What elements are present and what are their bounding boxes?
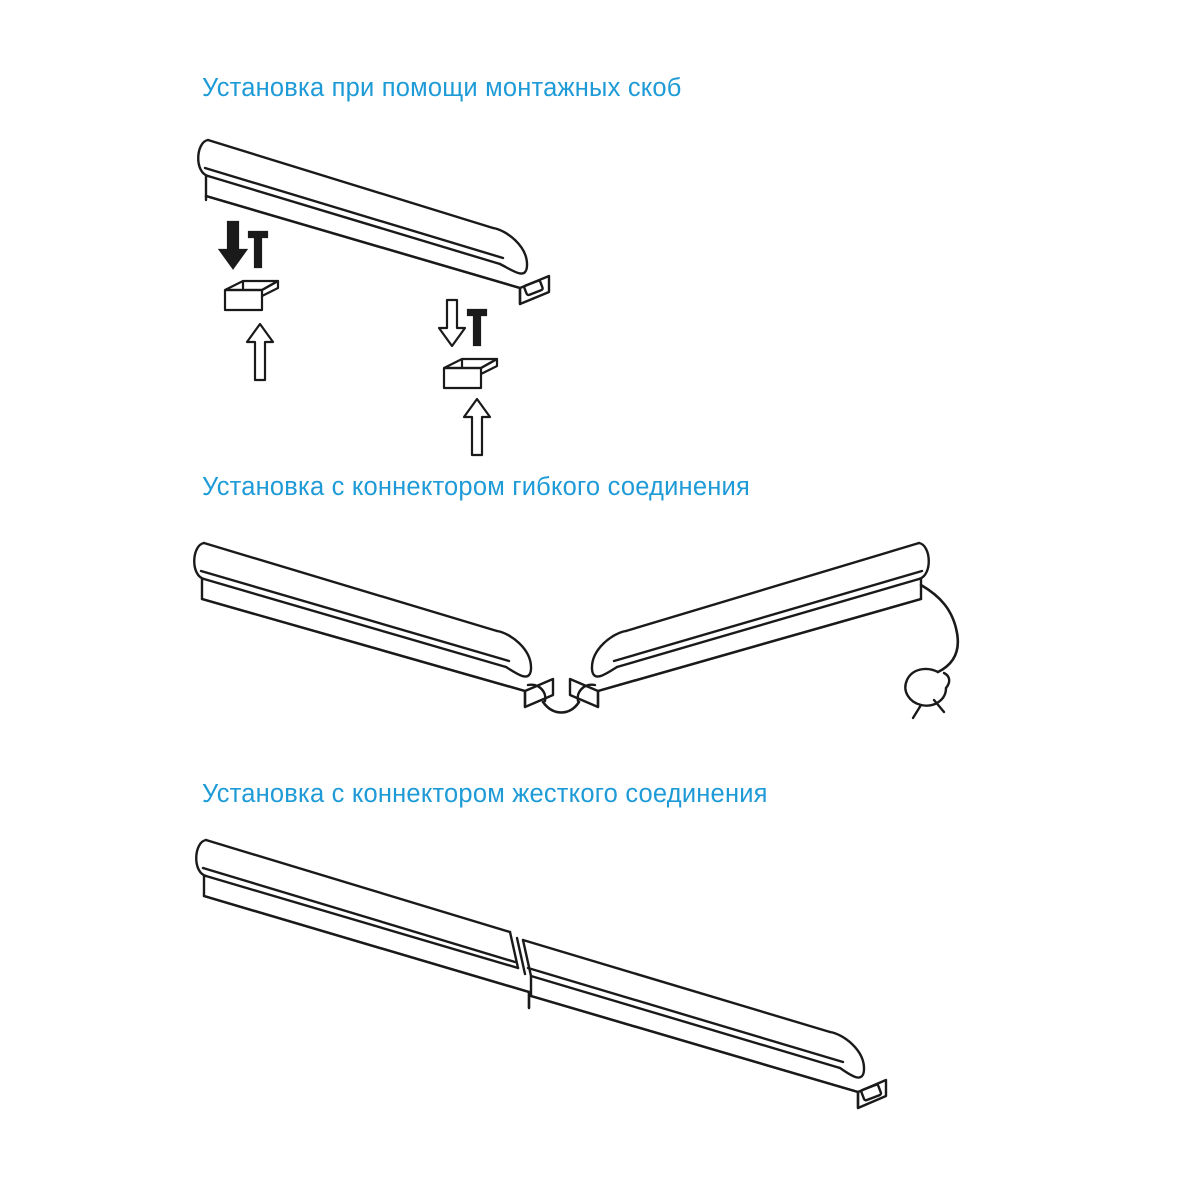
section-title-flexible-connector: Установка с коннектором гибкого соединения (202, 473, 750, 501)
diagram-flexible-connector (0, 450, 1200, 780)
diagram-mounting-clips (0, 0, 1200, 470)
section-flexible-connector (0, 450, 1200, 780)
section-mounting-clips (0, 0, 1200, 470)
section-title-rigid-connector: Установка с коннектором жесткого соединения (202, 780, 768, 808)
section-rigid-connector (0, 760, 1200, 1200)
diagram-rigid-connector (0, 760, 1200, 1200)
section-title-mounting-clips: Установка при помощи монтажных скоб (202, 74, 682, 102)
